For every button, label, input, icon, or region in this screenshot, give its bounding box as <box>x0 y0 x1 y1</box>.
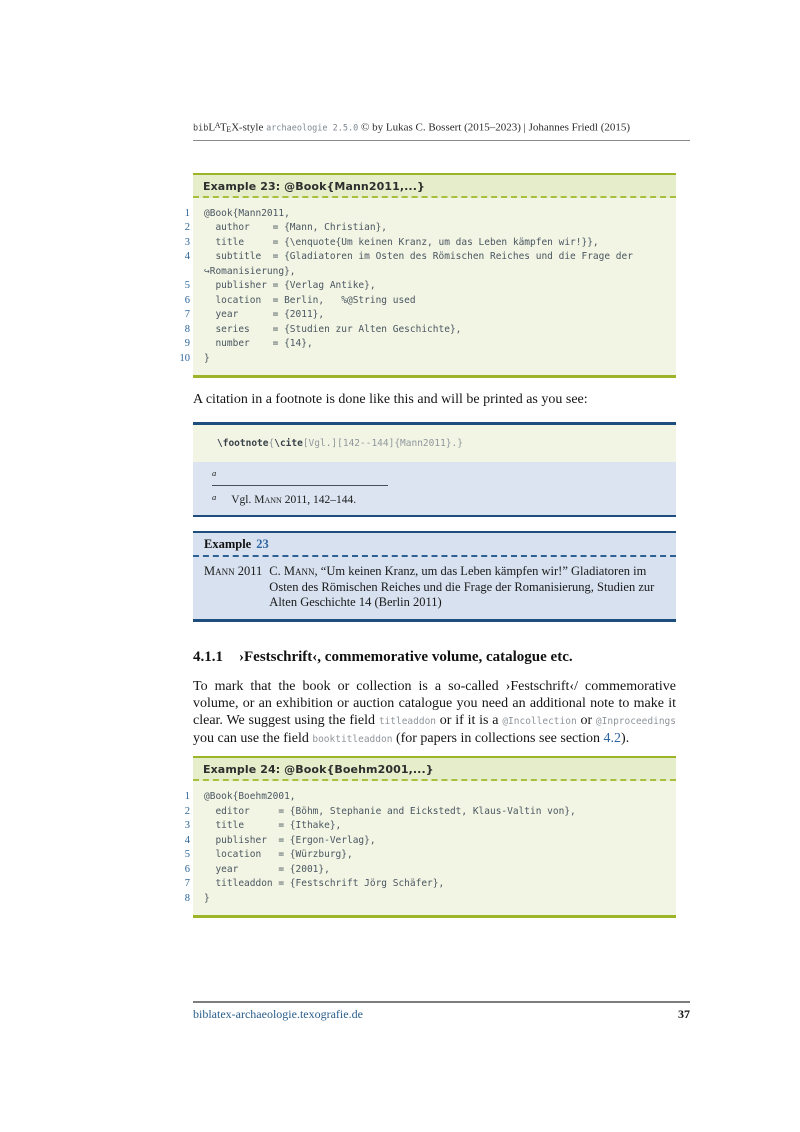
line-number: 10 <box>179 352 190 364</box>
footer-website-link[interactable]: biblatex-archaeologie.texografie.de <box>193 1007 363 1021</box>
text-segment: titleaddon <box>378 716 437 728</box>
footnote-code-line <box>193 425 676 462</box>
example-24-code-box <box>184 756 676 918</box>
code-text: location = {Würzburg}, <box>204 849 353 861</box>
text-segment: C. <box>269 564 284 579</box>
line-number: 6 <box>184 863 190 875</box>
line-number: 1 <box>184 791 190 803</box>
code-text: titleaddon = {Festschrift Jörg Schäfer}, <box>204 878 445 890</box>
code-text: author = {Mann, Christian}, <box>204 222 388 234</box>
text-segment: To mark that the book or collection is a so-called ›Festschrift‹/ commemorative volume, or an exhibition or auction catalogue you need an additional note to make it clear. We suggest using the field <box>193 679 676 729</box>
page-content <box>179 119 690 918</box>
text-segment: X <box>231 121 239 134</box>
text-segment: , “Um keinen Kranz, um das Leben kämpfen wir!” Gladiatoren im Osten des Römischen Reiches und die Frage der Romanisierung, Studien zur Alten Geschichte 14 (Berlin 2011) <box>269 564 655 609</box>
code-line <box>184 834 668 849</box>
code-text: } <box>204 892 210 904</box>
code-text: } <box>204 352 210 364</box>
line-number: 6 <box>184 294 190 306</box>
footnote-marker: a <box>212 492 217 503</box>
code-line <box>184 236 668 251</box>
section-link[interactable]: 4.2 <box>603 731 622 747</box>
line-number: 8 <box>184 323 190 335</box>
code-line <box>184 279 668 294</box>
example-24-code-listing <box>184 781 676 918</box>
citation-full-text <box>269 564 664 610</box>
code-line <box>179 352 668 367</box>
intro-paragraph: A citation in a footnote is done like this and will be printed as you see: <box>193 392 588 408</box>
code-text: subtitle = {Gladiatoren im Osten des Römischen Reiches und die Frage der <box>204 251 633 263</box>
line-number: 8 <box>184 892 190 904</box>
text-segment: or if it is a <box>436 713 503 729</box>
line-number: 1 <box>184 207 190 219</box>
text-segment: E <box>226 124 232 134</box>
line-number: 4 <box>184 834 190 846</box>
example-23-result-box <box>193 531 676 622</box>
example-23-box-title <box>193 175 676 198</box>
text-segment: you can use the field <box>193 731 313 747</box>
text-segment: © by Lukas C. Bossert (2015–2023) | Johannes Friedl (2015) <box>358 121 631 134</box>
line-number: 5 <box>184 280 190 292</box>
example-result-label: Example <box>204 537 252 552</box>
footnote-demo-box <box>193 422 676 517</box>
text-segment: [Vgl.][142--144]{Mann2011}.} <box>302 438 463 450</box>
text-segment: Mann <box>204 564 235 579</box>
text-segment: 2011 <box>234 564 263 579</box>
code-line <box>184 308 668 323</box>
line-number: 4 <box>184 251 190 263</box>
footnote-rendered-output <box>193 462 676 515</box>
text-segment: (for papers in collections see section <box>392 731 604 747</box>
line-number: 3 <box>184 236 190 248</box>
code-line <box>184 250 668 265</box>
text-segment: bib <box>193 123 209 134</box>
code-text: ↪Romanisierung}, <box>204 265 296 277</box>
section-number: 4.1.1 <box>193 649 223 666</box>
code-text: location = Berlin, %@String used <box>204 294 416 306</box>
code-text: title = {\enquote{Um keinen Kranz, um das Leben kämpfen wir!}}, <box>204 236 599 248</box>
code-line <box>184 819 668 834</box>
bibliography-entry <box>204 564 664 610</box>
example-23-code-box <box>179 173 676 379</box>
text-segment: \cite <box>274 438 303 450</box>
line-number: 7 <box>184 309 190 321</box>
text-segment: L <box>208 121 215 134</box>
section-heading <box>193 648 690 666</box>
body-paragraph <box>193 678 676 748</box>
example-23-result-header <box>193 533 676 557</box>
code-line <box>184 294 668 309</box>
example-23-code-listing <box>179 198 676 379</box>
code-line <box>184 323 668 338</box>
code-text: editor = {Böhm, Stephanie and Eickstedt, Klaus-Valtin von}, <box>204 805 576 817</box>
line-number: 2 <box>184 222 190 234</box>
code-text: @Book{Boehm2001, <box>204 791 296 803</box>
code-text: publisher = {Ergon-Verlag}, <box>204 834 376 846</box>
bibliography-entry-area <box>193 557 676 622</box>
text-segment: Mann <box>283 564 315 579</box>
text-segment: ). <box>621 731 630 747</box>
code-line <box>184 221 668 236</box>
line-number: 9 <box>184 338 190 350</box>
line-number: 7 <box>184 878 190 890</box>
text-segment: Vgl. <box>231 494 255 507</box>
example-24-box-title-text: Example 24: @Book{Boehm2001,...} <box>203 763 434 777</box>
code-line <box>184 805 668 820</box>
code-text: @Book{Mann2011, <box>204 207 290 219</box>
text-segment: { <box>268 438 275 450</box>
citation-key-label <box>204 564 262 610</box>
page-footer <box>193 1001 690 1022</box>
example-24-box-title <box>193 758 676 781</box>
code-text: year = {2001}, <box>204 863 330 875</box>
page-number: 37 <box>678 1007 690 1021</box>
text-segment: @Incollection <box>502 716 577 728</box>
text-segment: T <box>220 121 227 134</box>
text-segment: booktitleaddon <box>312 734 393 746</box>
footnote-separator-rule <box>212 485 388 486</box>
text-segment: -style <box>238 121 267 134</box>
text-segment: Mann <box>254 494 282 507</box>
footnote-text-line <box>212 491 666 507</box>
line-number: 2 <box>184 805 190 817</box>
text-segment: or <box>576 713 596 729</box>
code-line <box>184 207 668 222</box>
text-segment: A <box>214 121 220 130</box>
code-line <box>184 790 668 805</box>
running-header <box>193 119 690 141</box>
footnote-text <box>231 494 356 506</box>
footnote-marker-in-text: a <box>212 468 217 479</box>
text-segment: 2011, 142–144. <box>281 494 357 507</box>
section-title: ›Festschrift‹, commemorative volume, catalogue etc. <box>239 649 573 666</box>
code-text: series = {Studien zur Alten Geschichte}, <box>204 323 462 335</box>
code-line <box>184 337 668 352</box>
code-line <box>184 863 668 878</box>
text-segment: archaeologie 2.5.0 <box>266 123 359 134</box>
code-text: title = {Ithake}, <box>204 820 342 832</box>
code-line <box>184 848 668 863</box>
example-result-number: 23 <box>256 537 269 552</box>
code-text: number = {14}, <box>204 338 313 350</box>
code-text: publisher = {Verlag Antike}, <box>204 280 376 292</box>
code-line <box>184 892 668 907</box>
code-line <box>184 877 668 892</box>
text-segment: \footnote <box>217 438 269 450</box>
code-line <box>204 265 668 280</box>
line-number: 3 <box>184 820 190 832</box>
example-23-box-title-text: Example 23: @Book{Mann2011,...} <box>203 179 425 193</box>
text-segment: @Inproceedings <box>595 716 676 728</box>
code-text: year = {2011}, <box>204 309 325 321</box>
line-number: 5 <box>184 849 190 861</box>
